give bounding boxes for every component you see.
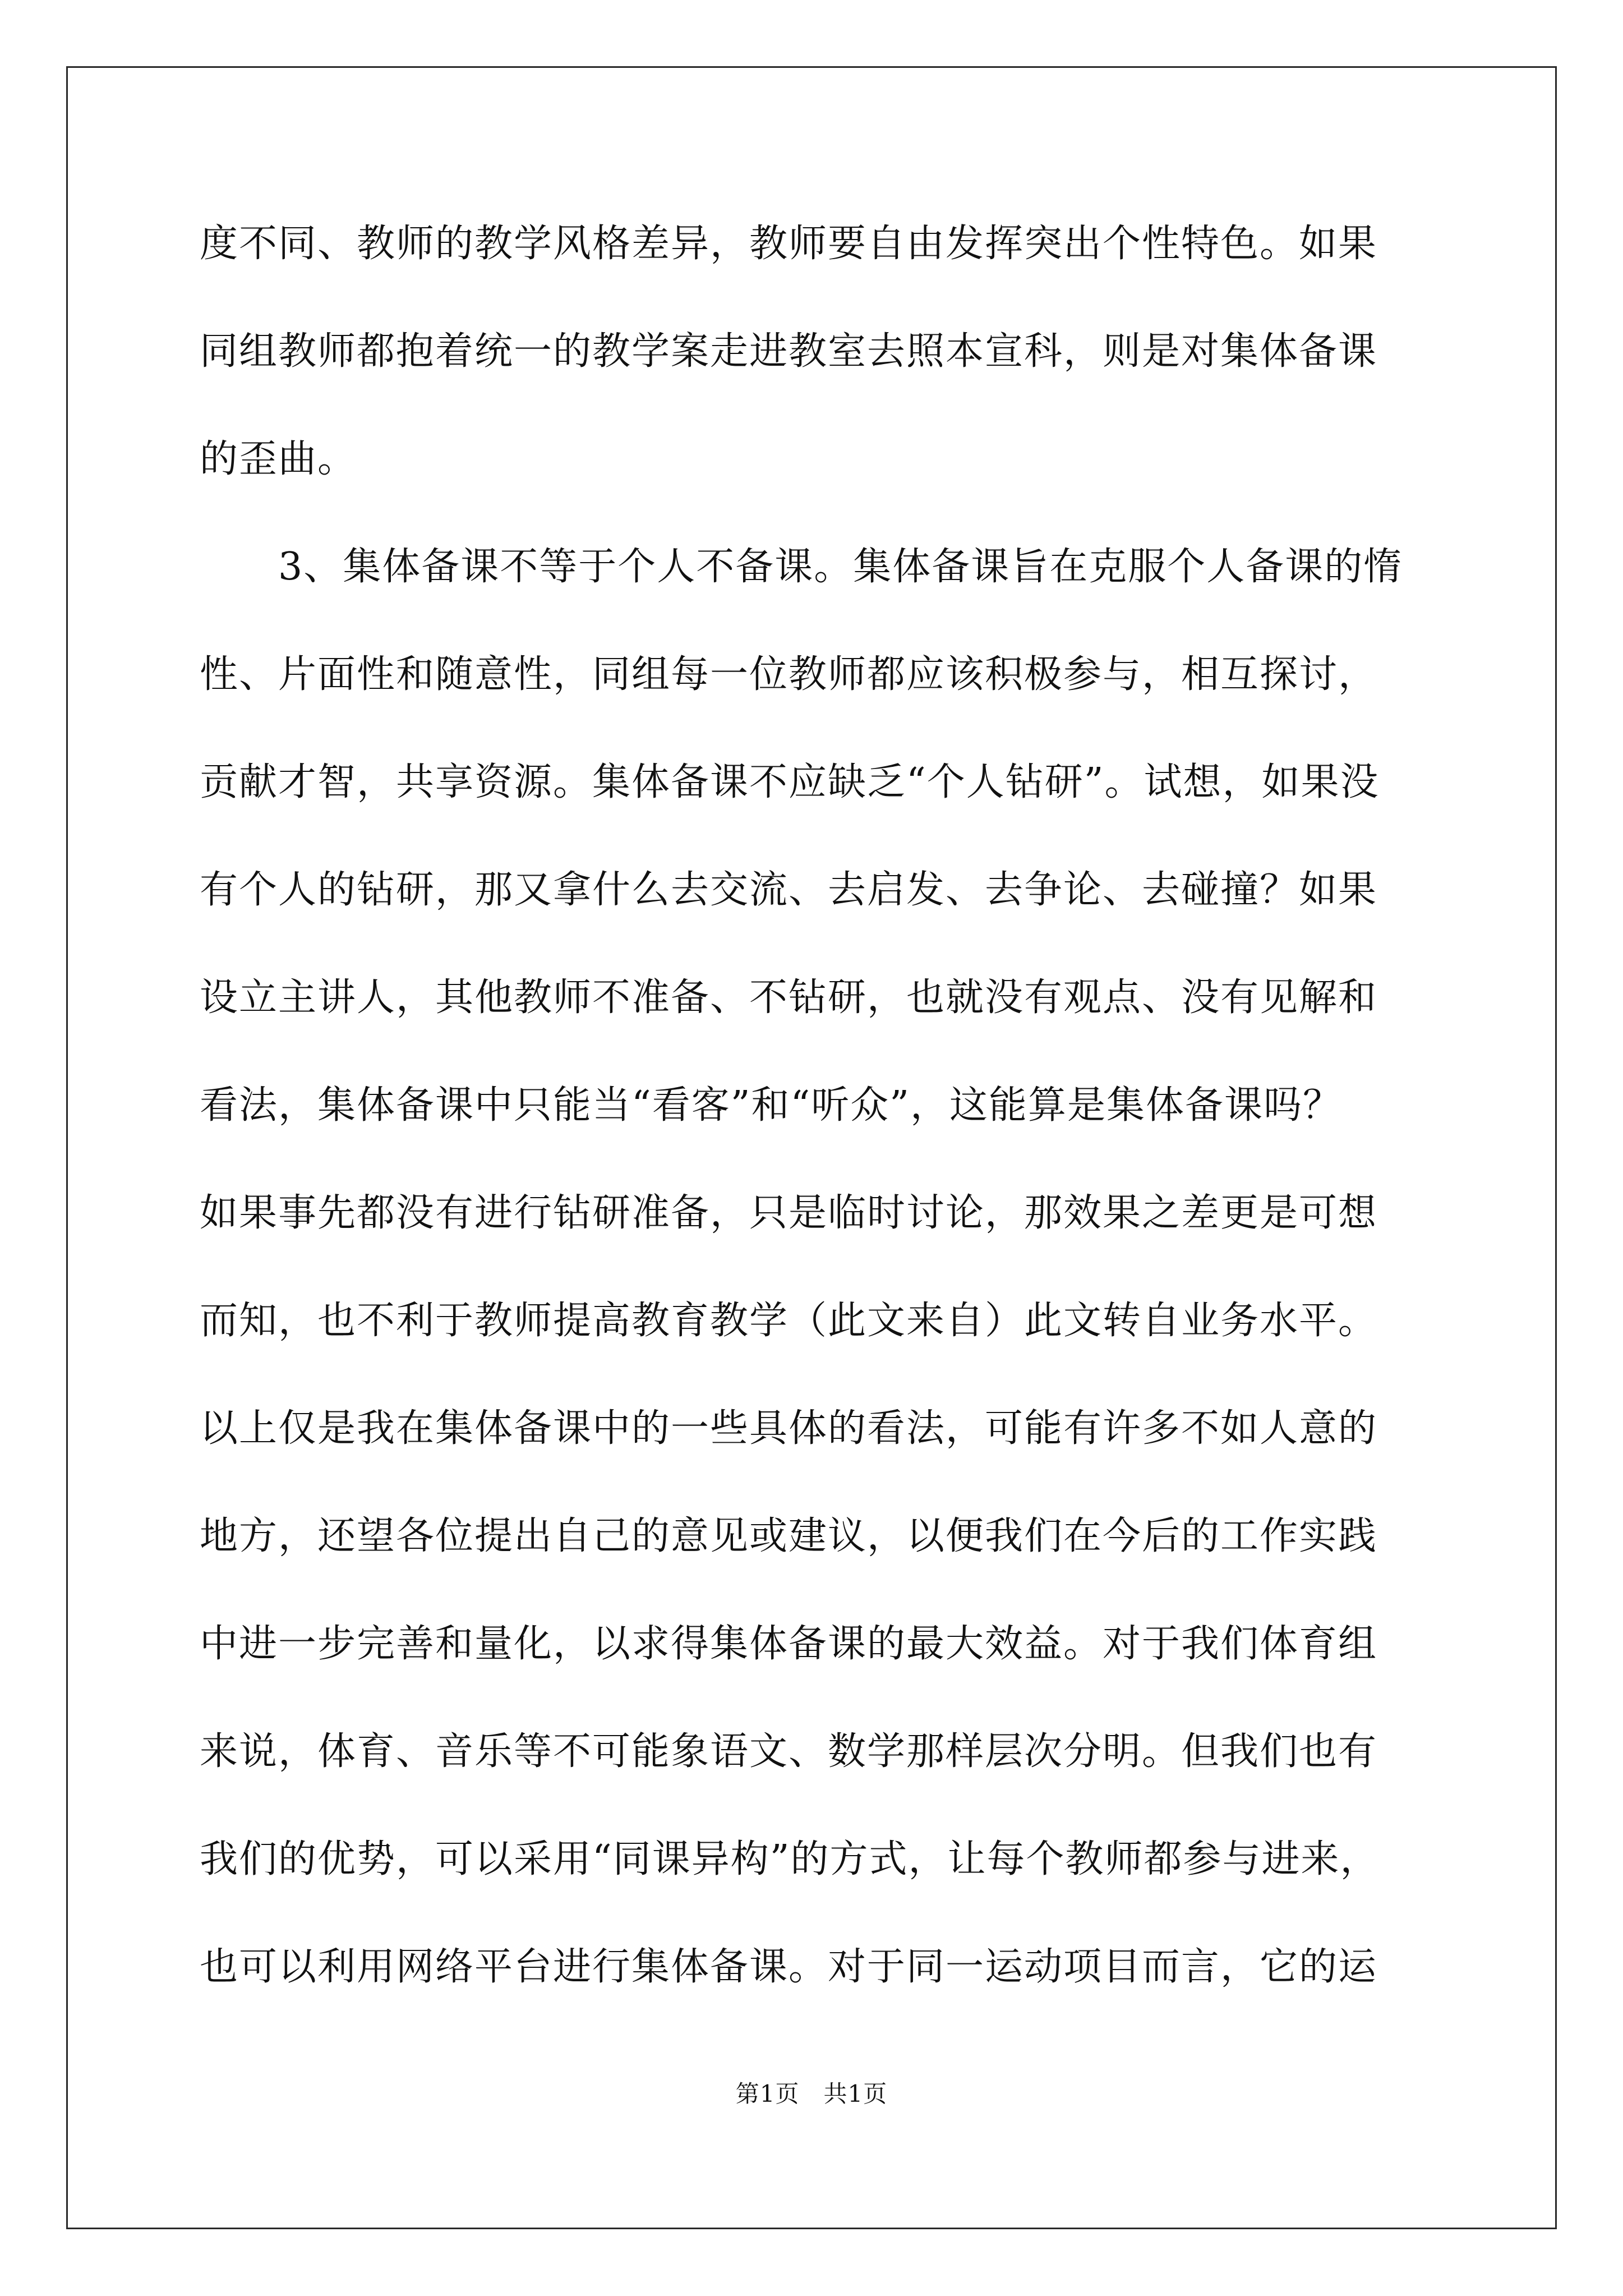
text-line: 性、片面性和随意性，同组每一位教师都应该积极参与，相互探讨， <box>200 652 1378 697</box>
text-line: 我们的优势，可以采用“同课异构”的方式，让每个教师都参与进来， <box>200 1837 1380 1881</box>
text-line: 贡献才智，共享资源。集体备课不应缺乏“个人钻研”。试想，如果没 <box>200 760 1380 804</box>
text-line: 也可以利用网络平台进行集体备课。对于同一运动项目而言，它的运 <box>200 1945 1378 1989</box>
text-line: 地方，还望各位提出自己的意见或建议，以便我们在今后的工作实践 <box>200 1514 1378 1558</box>
document-body <box>200 213 1422 2044</box>
text-line: 看法，集体备课中只能当“看客”和“听众”，这能算是集体备课吗？ <box>200 1083 1343 1128</box>
text-line: 如果事先都没有进行钻研准备，只是临时讨论，那效果之差更是可想 <box>200 1191 1378 1235</box>
text-line: 而知，也不利于教师提高教育教学（此文来自）此文转自业务水平。 <box>200 1299 1378 1343</box>
text-line: 的歪曲。 <box>200 437 357 481</box>
text-line: 来说，体育、音乐等不可能象语文、数学那样层次分明。但我们也有 <box>200 1729 1378 1774</box>
text-line: 设立主讲人，其他教师不准备、不钻研，也就没有观点、没有见解和 <box>200 976 1378 1020</box>
text-line: 有个人的钻研，那又拿什么去交流、去启发、去争论、去碰撞？如果 <box>200 868 1378 912</box>
text-line: 度不同、教师的教学风格差异，教师要自由发挥突出个性特色。如果 <box>200 222 1378 266</box>
paragraph-start-line: 3、集体备课不等于个人不备课。集体备课旨在克服个人备课的惰 <box>278 545 1403 589</box>
text-line: 同组教师都抱着统一的教学案走进教室去照本宣科，则是对集体备课 <box>200 329 1378 374</box>
page-number-footer: 第1页 共1页 <box>735 2080 888 2108</box>
text-line: 以上仅是我在集体备课中的一些具体的看法，可能有许多不如人意的 <box>200 1406 1378 1451</box>
text-line: 中进一步完善和量化，以求得集体备课的最大效益。对于我们体育组 <box>200 1622 1378 1666</box>
